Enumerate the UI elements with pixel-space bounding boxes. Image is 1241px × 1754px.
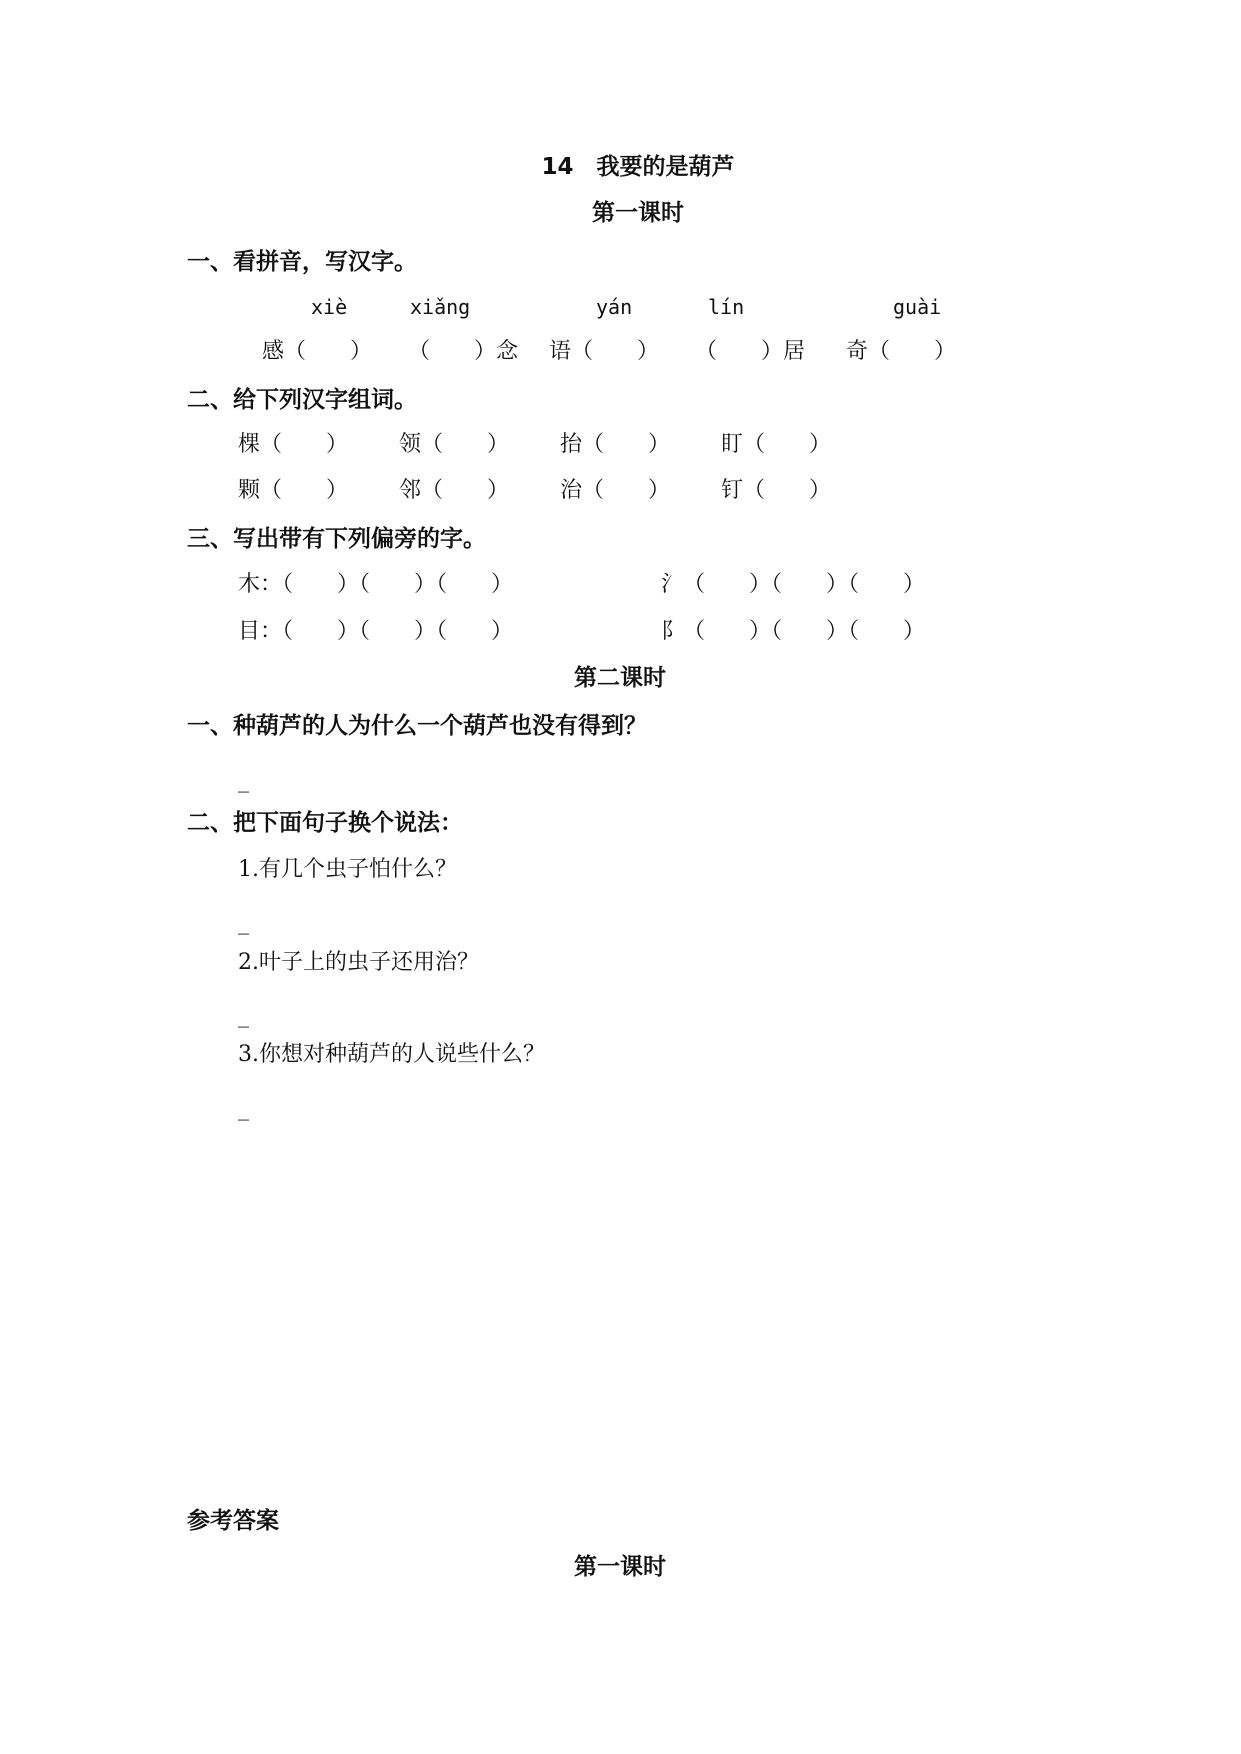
section1-heading: 一、看拼音，写汉字。 [187,249,417,275]
section3-heading: 三、写出带有下列偏旁的字。 [187,526,486,552]
word-item: 钉（ ） [721,478,832,503]
word-item: 棵（ ） [238,432,349,457]
word-item: 盯（ ） [721,432,832,457]
word-item: 颗（ ） [238,478,349,503]
answer-blank: _ [238,1003,249,1028]
answer-blank: _ [238,1096,249,1121]
sentence-item: 3.你想对种葫芦的人说些什么？ [238,1042,545,1067]
radical-row: 目：（ ）（ ）（ ） [238,619,514,644]
sentence-item: 2.叶子上的虫子还用治？ [238,950,479,975]
pinyin-answer-item: 语（ ） [549,339,660,364]
pinyin-answer-item: （ ）居 [695,339,806,364]
pinyin-lin: lín [708,295,745,319]
sentence-item: 1.有几个虫子怕什么？ [238,857,457,882]
pinyin-answer-item: 奇（ ） [846,339,957,364]
answers-heading: 参考答案 [187,1508,279,1534]
answer-blank: _ [238,768,249,793]
pinyin-yan: yán [596,295,633,319]
section2-heading: 二、给下列汉字组词。 [187,387,417,413]
radical-row: 木：（ ）（ ）（ ） [238,572,514,597]
word-item: 邻（ ） [399,478,510,503]
answer-blank: _ [238,910,249,935]
pinyin-xie: xiè [311,295,348,319]
radical-row: 氵（ ）（ ）（ ） [661,572,926,597]
page-title: 14 我要的是葫芦 [541,154,735,180]
word-item: 治（ ） [560,478,671,503]
answers-lesson1-heading: 第一课时 [574,1554,666,1580]
pinyin-xiang: xiǎng [410,295,471,319]
pinyin-answer-item: （ ）念 [408,339,519,364]
lesson1-heading: 第一课时 [592,200,684,226]
lesson2-heading: 第二课时 [574,665,666,691]
radical-row: 阝（ ）（ ）（ ） [661,619,926,644]
word-item: 领（ ） [399,432,510,457]
question1-heading: 一、种葫芦的人为什么一个葫芦也没有得到？ [187,713,647,739]
pinyin-guai: guài [893,295,942,319]
question2-heading: 二、把下面句子换个说法： [187,810,463,836]
pinyin-answer-item: 感（ ） [262,339,373,364]
word-item: 抬（ ） [560,432,671,457]
